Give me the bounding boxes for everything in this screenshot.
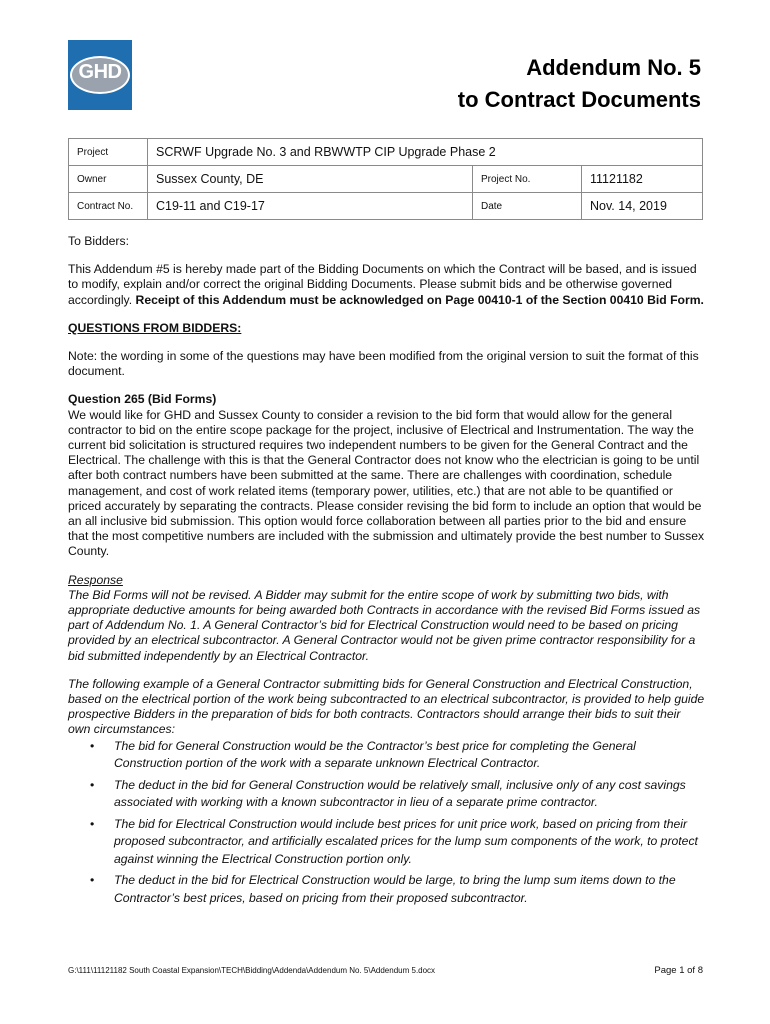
bullet-icon: • bbox=[90, 738, 95, 753]
section-heading: QUESTIONS FROM BIDDERS: bbox=[68, 320, 242, 335]
response-heading: Response bbox=[68, 572, 123, 587]
bullet-icon: • bbox=[90, 777, 95, 792]
contract-row bbox=[69, 193, 703, 220]
project-label: Project bbox=[69, 139, 148, 166]
response-block bbox=[68, 573, 706, 664]
project-info-table bbox=[68, 138, 703, 220]
title-line-2: to Contract Documents bbox=[457, 87, 701, 112]
note-paragraph: Note: the wording in some of the questions may have been modified from the original version to suit the format of this document. bbox=[68, 349, 699, 379]
bullet-text: The bid for Electrical Construction would include best prices for unit price work, based on pricing from their proposed subcontractor, and artificially escalated prices for the lump sum components of the work, to protect against winning the Electrical Construction portion only. bbox=[114, 816, 698, 866]
project-row bbox=[69, 139, 703, 166]
logo-text: GHD bbox=[78, 61, 122, 83]
bullet-text: The deduct in the bid for General Construction would be relatively small, inclusive only of any cost savings associated with working with a known subcontractor in lieu of a separate prime contractor. bbox=[114, 777, 686, 810]
bullet-text: The bid for General Construction would be the Contractor’s best price for completing the General Construction portion of the work with a separate unknown Electrical Contractor. bbox=[114, 738, 636, 771]
page-number: Page 1 of 8 bbox=[654, 965, 703, 976]
title-line-1: Addendum No. 5 bbox=[526, 55, 701, 80]
salutation: To Bidders: bbox=[68, 234, 129, 248]
project-value: SCRWF Upgrade No. 3 and RBWWTP CIP Upgrade Phase 2 bbox=[148, 139, 703, 166]
bullet-item bbox=[68, 738, 706, 773]
bullet-icon: • bbox=[90, 816, 95, 831]
document-body bbox=[68, 234, 706, 911]
owner-label: Owner bbox=[69, 166, 148, 193]
question-block bbox=[68, 392, 706, 559]
question-text: We would like for GHD and Sussex County to consider a revision to the bid form that would allow for the general contractor to bid on the entire scope package for the project, inclusive of Electrical and Instrumentation. The way the current bid solicitation is structured requires two independent numbers to be given for the General Contract and the Electrical. The challenge with this is that the General Contractor does not know who the electrician is going to be until after both contract numbers have been submitted at the same. There are challenges with coordination, schedule management, and cost of work related items (temporary power, utilities, etc.) that are not able to be quantified or priced accurately by separating the contracts. Please consider revising the bid form to include an option that would be an all inclusive bid submission. This option would force collaboration between all parties prior to the bid and ensure that the most competitive numbers are included with the submission and ultimately provide the best number to Sussex County. bbox=[68, 407, 705, 559]
bullet-item bbox=[68, 816, 706, 869]
example-intro: The following example of a General Contractor submitting bids for General Construction and Electrical Construction, based on the electrical portion of the work being subcontracted to an electrical subcontractor, is provided to help guide prospective Bidders in the preparation of bids for both contracts. Contractors should arrange their bids to suit their own circumstances: bbox=[68, 676, 705, 737]
response-text: The Bid Forms will not be revised. A Bidder may submit for the entire scope of work by submitting two bids, with appropriate deductive amounts for being awarded both Contracts in accordance with the revised Bid Forms issued as part of Addendum No. 1. A General Contractor’s bid for Electrical Construction would need to be based on pricing provided by an electrical subcontractor. A General Contractor would not be given prime contractor responsibility for a bid submitted independently by an Electrical Contractor. bbox=[68, 587, 701, 663]
bullet-item bbox=[68, 872, 706, 907]
owner-row bbox=[69, 166, 703, 193]
page-footer bbox=[68, 966, 703, 975]
owner-value: Sussex County, DE bbox=[148, 166, 473, 193]
date-label: Date bbox=[473, 193, 582, 220]
bullet-icon: • bbox=[90, 873, 95, 888]
question-title: Question 265 (Bid Forms) bbox=[68, 392, 217, 407]
ghd-logo bbox=[68, 40, 132, 110]
project-no-label: Project No. bbox=[473, 166, 582, 193]
contract-label: Contract No. bbox=[69, 193, 148, 220]
date-value: Nov. 14, 2019 bbox=[582, 193, 703, 220]
project-no-value: 11121182 bbox=[582, 166, 703, 193]
bullet-text: The deduct in the bid for Electrical Construction would be large, to bring the lump sum items down to the Contractor’s best prices, based on pricing from their proposed subcontractor. bbox=[114, 873, 676, 905]
intro-bold-text: Receipt of this Addendum must be acknowledged on Page 00410-1 of the Section 00410 Bid Form. bbox=[135, 292, 704, 307]
example-bullet-list bbox=[68, 738, 706, 908]
footer-path: G:\111\11121182 South Coastal Expansion\TECH\Bidding\Addenda\Addendum No. 5\Addendum 5.docx bbox=[68, 966, 436, 975]
document-title bbox=[458, 52, 701, 116]
intro-text: This Addendum #5 is hereby made part of the Bidding Documents on which the Contract will be based, and is issued to modify, explain and/or correct the original Bidding Documents. Please submit bids and be otherwise governed accordingly. bbox=[68, 262, 697, 307]
intro-paragraph bbox=[68, 262, 706, 308]
contract-value: C19-11 and C19-17 bbox=[148, 193, 473, 220]
bullet-item bbox=[68, 777, 706, 812]
